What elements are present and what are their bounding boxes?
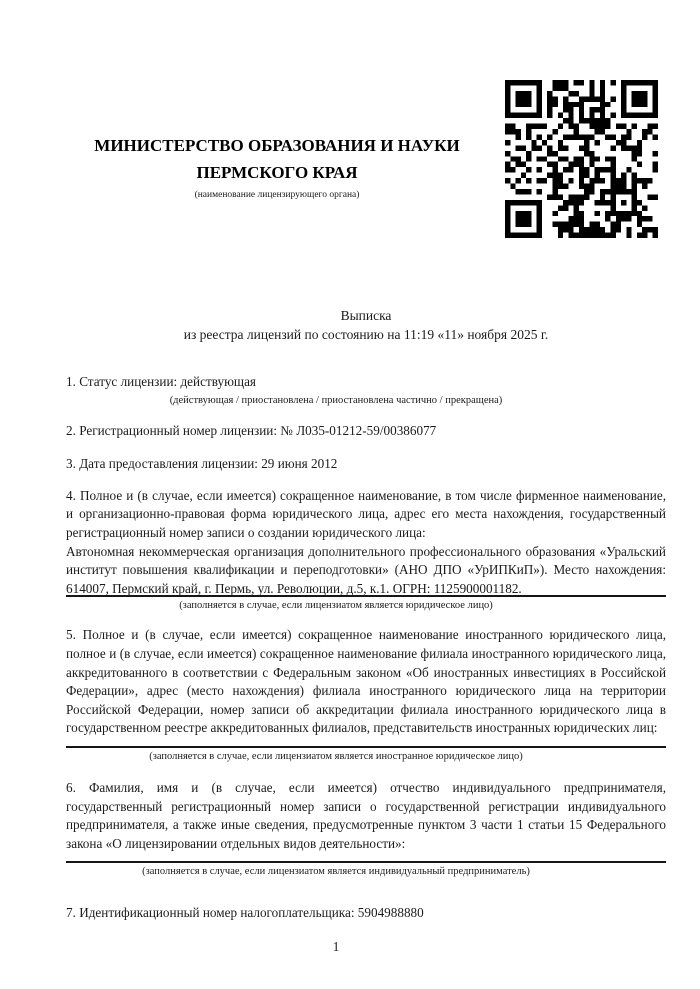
entrepreneur-caption: (заполняется в случае, если лицензиатом является индивидуальный предприниматель) xyxy=(142,866,530,878)
entrepreneur-prompt: 6. Фамилия, имя и (в случае, если имеется) отчество индивидуального предпринимателя, государственный регистрационный номер записи о государственной регистрации индивидуального предпринимателя, а также иные сведения, предусмотренные пунктом 3 части 1 статьи 15 Федерального закона «О лицензировании отдельных видов деятельности»: xyxy=(66,779,666,851)
document-title-line2: из реестра лицензий по состоянию на 11:19 «11» ноября 2025 г. xyxy=(183,327,549,342)
document-body xyxy=(66,373,666,923)
fill-line xyxy=(66,746,666,748)
license-status-text: 1. Статус лицензии: действующая xyxy=(66,374,257,389)
licensing-authority-header xyxy=(66,0,488,202)
item-foreign-entity xyxy=(66,626,666,763)
legal-entity-prompt: 4. Полное и (в случае, если имеется) сокращенное наименование, в том числе фирменное наименование, и организационно-правовая форма юридического лица, адрес его места нахождения, государственный регистрационный номер записи о создании юридического лица: xyxy=(66,487,666,540)
item-grant-date xyxy=(66,455,666,474)
license-status-options-caption: (действующая / приостановлена / приостановлена частично / прекращена) xyxy=(169,394,503,406)
foreign-entity-prompt: 5. Полное и (в случае, если имеется) сокращенное наименование иностранного юридического лица, полное и (в случае, если имеется) сокращенное наименование филиала иностранного юридического лица, аккредитованного в соответствии с Федеральным законом «Об иностранных инвестициях в Российской Федерации», адрес (место нахождения) филиала иностранного юридического лица на территории Российской Федерации, номер записи об аккредитации филиала иностранного юридического лица в государственном реестре аккредитованных филиалов, представительств иностранных юридических лиц: xyxy=(66,627,666,736)
document-title xyxy=(66,306,666,344)
legal-entity-caption: (заполняется в случае, если лицензиатом является юридическое лицо) xyxy=(179,600,493,612)
item-legal-entity xyxy=(66,487,666,613)
registration-number-text: 2. Регистрационный номер лицензии: № Л035-01212-59/00386077 xyxy=(66,422,437,438)
page-number: 1 xyxy=(332,938,340,954)
foreign-entity-caption: (заполняется в случае, если лицензиатом является иностранное юридическое лицо) xyxy=(149,750,523,762)
item-individual-entrepreneur xyxy=(66,779,666,878)
item-taxpayer-number xyxy=(66,904,666,923)
item-license-status xyxy=(66,373,666,407)
legal-entity-value: Автономная некоммерческая организация дополнительного профессионального образования «Уральский институт повышения квалификации и переподготовки» (АНО ДПО «УрИПКиП»). Место нахождения: 614007, Пермский край, г. Пермь, ул. Революции, д.5, к.1. ОГРН: 1125900001182. xyxy=(66,543,666,596)
ministry-name-line2: ПЕРМСКОГО КРАЯ xyxy=(196,163,358,182)
ministry-name-line1: МИНИСТЕРСТВО ОБРАЗОВАНИЯ И НАУКИ xyxy=(94,136,460,155)
grant-date-text: 3. Дата предоставления лицензии: 29 июня 2012 xyxy=(66,456,338,472)
fill-line xyxy=(66,861,666,863)
taxpayer-number-text: 7. Идентификационный номер налогоплательщика: 5904988880 xyxy=(66,905,424,921)
document-title-line1: Выписка xyxy=(340,308,392,323)
item-registration-number xyxy=(66,422,666,441)
qr-code-icon xyxy=(505,80,658,238)
ministry-caption: (наименование лицензирующего органа) xyxy=(194,190,360,200)
